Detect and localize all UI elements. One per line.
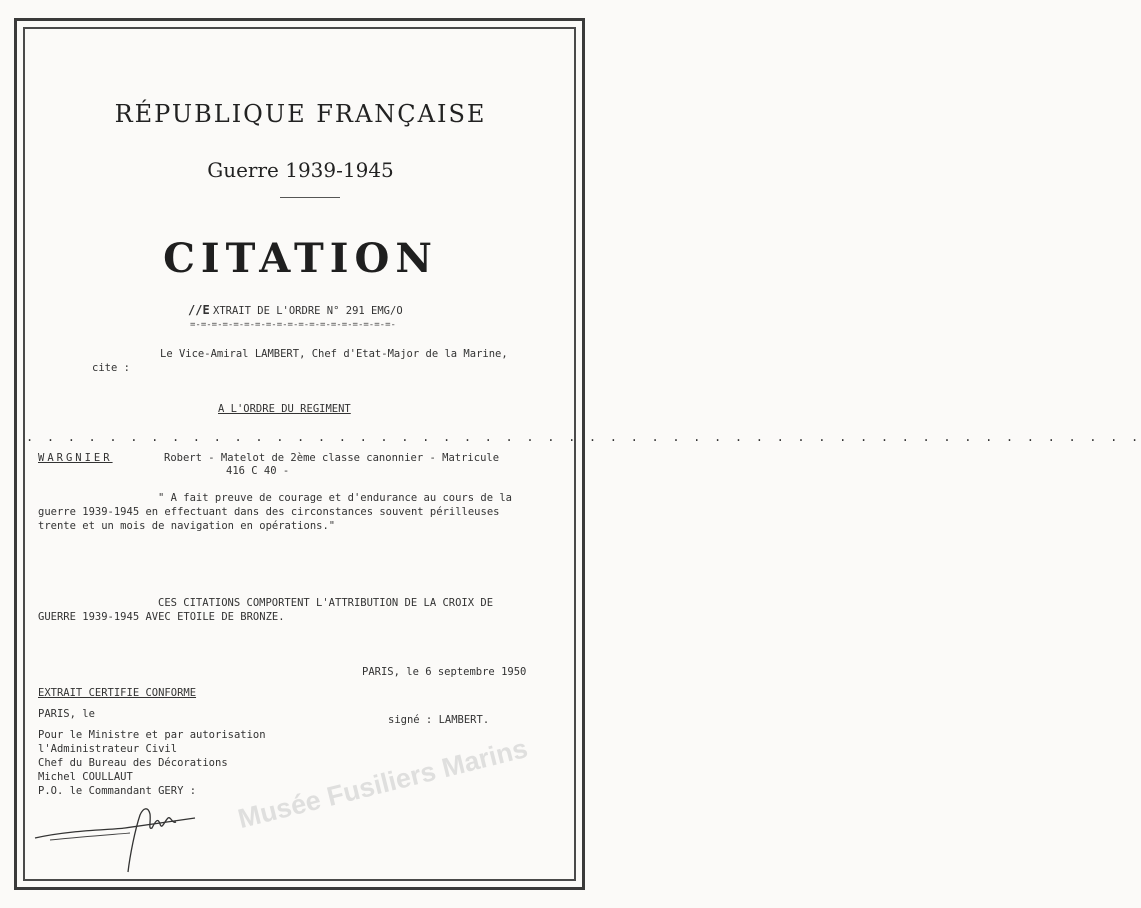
quote-line-3: trente et un mois de navigation en opérations." xyxy=(38,520,336,532)
quote-line-2: guerre 1939-1945 en effectuant dans des circonstances souvent périlleuses xyxy=(38,506,500,518)
divider xyxy=(280,197,340,198)
war-heading: Guerre 1939-1945 xyxy=(207,158,394,182)
certified-label: EXTRAIT CERTIFIE CONFORME xyxy=(38,687,197,699)
dotted-separator: . . . . . . . . . . . . . . . . . . . . . . . . . . . . . . . . . . . . . . . . . . . . . . . . . . . . . . xyxy=(26,430,1141,444)
award-line-2: GUERRE 1939-1945 AVEC ETOILE DE BRONZE. xyxy=(38,611,285,623)
order-extract: XTRAIT DE L'ORDRE N° 291 EMG/O xyxy=(213,305,403,317)
extrait-initial-icon: //E xyxy=(188,303,210,317)
recipient-description: Robert - Matelot de 2ème classe canonnier - Matricule xyxy=(164,452,500,464)
authority-line-3: Chef du Bureau des Décorations xyxy=(38,757,228,769)
order-rule: =-=-=-=-=-=-=-=-=-=-=-=-=-=-=-=-=-=-=- xyxy=(190,320,396,330)
cite-label: cite : xyxy=(92,362,130,374)
issuer-line: Le Vice-Amiral LAMBERT, Chef d'Etat-Major de la Marine, xyxy=(160,348,508,360)
authority-line-2: l'Administrateur Civil xyxy=(38,743,178,755)
quote-line-1: " A fait preuve de courage et d'endurance au cours de la xyxy=(158,492,513,504)
recipient-surname: WARGNIER xyxy=(38,452,113,464)
recipient-matricule: 416 C 40 - xyxy=(226,465,290,477)
authority-line-5: P.O. le Commandant GERY : xyxy=(38,785,197,797)
signed-by: signé : LAMBERT. xyxy=(388,714,490,726)
place-date: PARIS, le 6 septembre 1950 xyxy=(362,666,527,678)
authority-line-4: Michel COULLAUT xyxy=(38,771,133,783)
order-level: A L'ORDRE DU REGIMENT xyxy=(218,403,351,415)
citation-title: CITATION xyxy=(163,235,438,282)
watermark: Musée Fusiliers Marins xyxy=(235,733,531,835)
authority-line-1: Pour le Ministre et par autorisation xyxy=(38,729,266,741)
paris-le: PARIS, le xyxy=(38,708,95,720)
handwritten-signature xyxy=(30,800,210,875)
republic-heading: RÉPUBLIQUE FRANÇAISE xyxy=(114,100,487,128)
award-line-1: CES CITATIONS COMPORTENT L'ATTRIBUTION DE LA CROIX DE xyxy=(158,597,494,609)
